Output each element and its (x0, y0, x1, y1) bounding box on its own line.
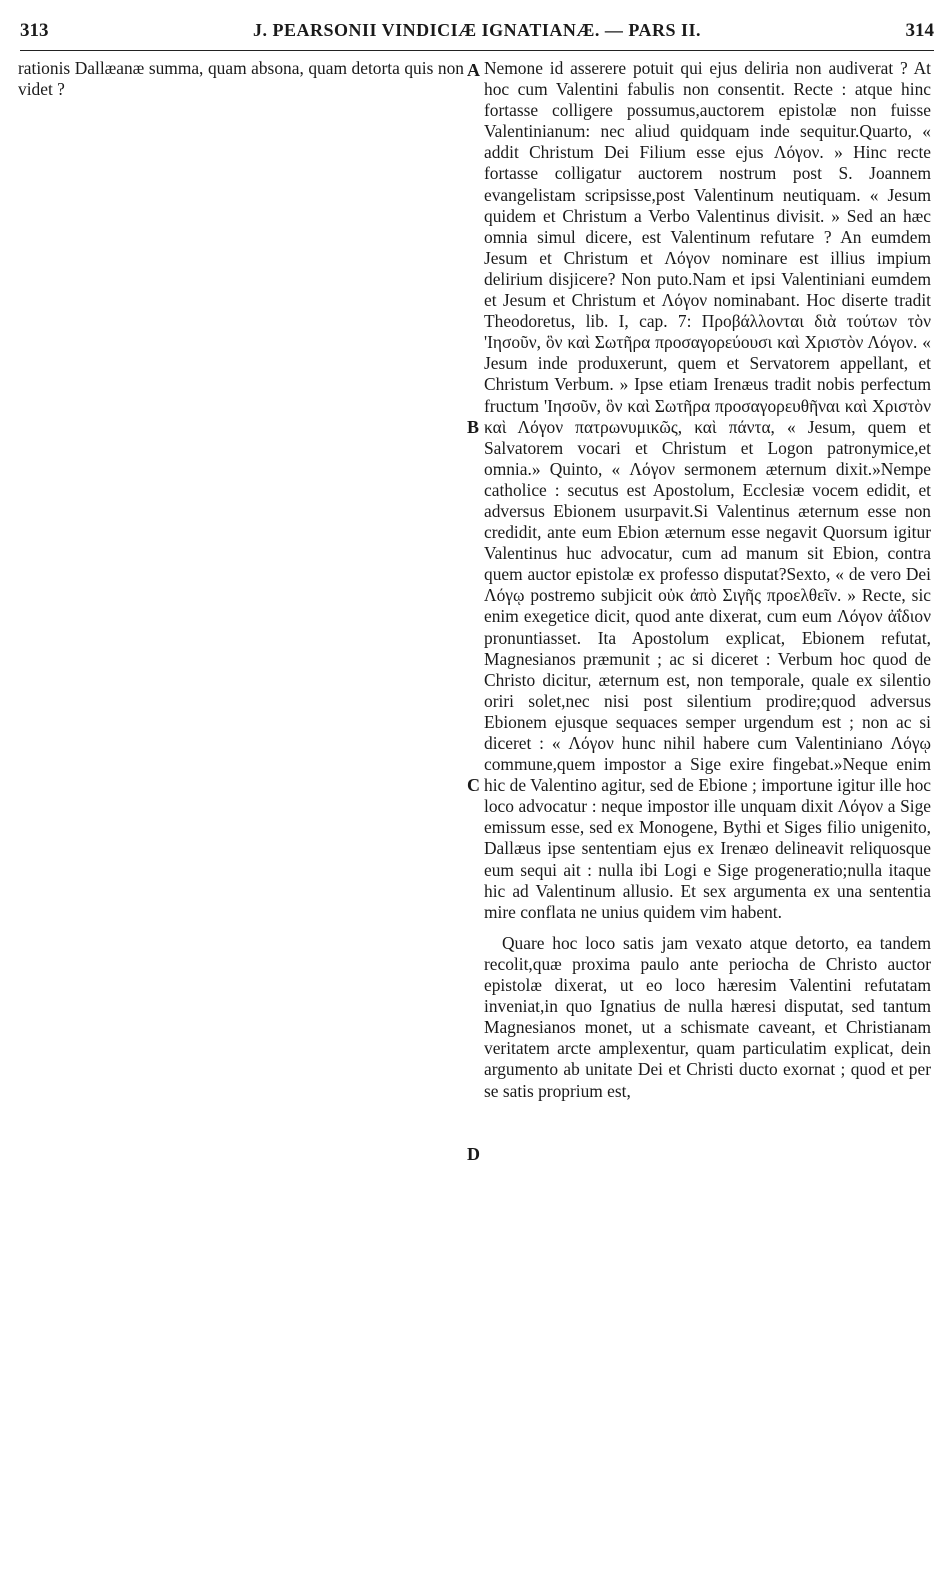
section-marker-c: C (467, 775, 480, 795)
right-column (484, 58, 931, 1102)
section-marker-a: A (467, 60, 480, 80)
page-number-left: 313 (20, 20, 49, 41)
right-paragraph-1: Nemone id asserere potuit qui ejus deliria non audiverat ? At hoc cum Valentini fabulis non consentit. Recte : atque hinc fortasse colligere possumus,auctorem epistolæ non fuisse Valentinianum: nec aliud quidquam inde sequitur.Quarto, « addit Christum Dei Filium esse ejus Λόγον. » Hinc recte fortasse colligatur auctorem nostrum post S. Joannem evangelistam scripsisse,post Valentinum neutiquam. « Jesum quidem et Christum a Verbo Valentinus divisit. » Sed an hæc omnia simul dicere, est Valentinum refutare ? An eumdem Jesum et Christum et Λόγον nominare est illius impium delirium disjicere? Non puto.Nam et ipsi Valentiniani eumdem et Jesum et Christum et Λόγον nominabant. Hoc diserte tradit Theodoretus, lib. I, cap. 7: Προβάλλονται διὰ τούτων τὸν 'Ιησοῦν, ὃν καὶ Σωτῆρα προσαγορεύουσι καὶ Χριστὸν Λόγον. « Jesum inde produxerunt, quem et Servatorem appellant, et Christum Verbum. » Ipse etiam Irenæus tradit nobis perfectum fructum 'Ιησοῦν, ὃν καὶ Σωτῆρα προσαγορευθῆναι καὶ Χριστὸν καὶ Λόγον πατρωνυμικῶς, καὶ πάντα, « Jesum, quem et Salvatorem vocari et Christum et Logon patronymice,et omnia.» Quinto, « Λόγον sermonem æternum dixit.»Nempe catholice : secutus est Apostolum, Ecclesiæ vocem edidit, et adversus Ebionem usurpavit.Si Valentinus æternum esse non credidit, ante eum Ebion æternum esse negavit Quorsum igitur Valentinus huc advocatur, cum ad manum sit Ebion, contra quem auctor epistolæ ex professo disputat?Sexto, « de vero Dei Λόγῳ postremo subjicit οὐκ ἀπὸ Σιγῆς προελθεῖν. » Recte, sic enim exegetice dicit, quod ante dixerat, cum eum Λόγον ἀΐδιον pronuntiasset. Ita Apostolum explicat, Ebionem refutat, Magnesianos præmunit ; ac si diceret : Verbum hoc quod de Christo dicitur, æternum est, non temporale, quale ex silentio oriri solet,nec nisi post silentium prodire;quod adversus Ebionem ejusque sequaces semper urgendum est ; non ac si diceret : « Λόγον hunc nihil habere cum Valentiniano Λόγῳ commune,quem impostor a Sige exire fingebat.»Neque enim hic de Valentino agitur, sed de Ebione ; importune igitur ille hoc loco advocatur : neque impostor ille unquam dixit Λόγον a Sige emissum esse, sed ex Monogene, Bythi et Siges filio unigenito, Dallæus ipse sententiam ejus ex Irenæo delineavit reliquosque eum sequi ait : nulla ibi Logi e Sige progeneratio;nulla itaque hic ad Valentinum allusio. Et sex argumenta ex una sententia mire conflata ne unius quidem vim habent. (484, 58, 931, 922)
running-title: J. PEARSONII VINDICIÆ IGNATIANÆ. — PARS II. (252, 20, 702, 40)
running-header (20, 16, 934, 51)
section-marker-b: B (467, 417, 480, 437)
page-number-right: 314 (905, 20, 934, 41)
left-paragraph-1: rationis Dallæanæ summa, quam absona, quam detorta quis non videt ? (18, 58, 464, 100)
left-column (18, 58, 464, 100)
section-marker-d: D (467, 1144, 480, 1164)
right-paragraph-2: Quare hoc loco satis jam vexato atque detorto, ea tandem recolit,quæ proxima paulo ante periocha de Christo auctor epistolæ dixerat, ut eo loco hæresim Valentini refutatam inveniat,in quo Ignatius de nulla hæresi disputat, sed tantum Magnesianos monet, ut a schismate caveant, et Christianam veritatem arcte amplexentur, quam particulatim explicat, dein argumento ab unitate Dei et Christi ducto exornat ; quod et per se satis proprium est, (484, 932, 931, 1101)
